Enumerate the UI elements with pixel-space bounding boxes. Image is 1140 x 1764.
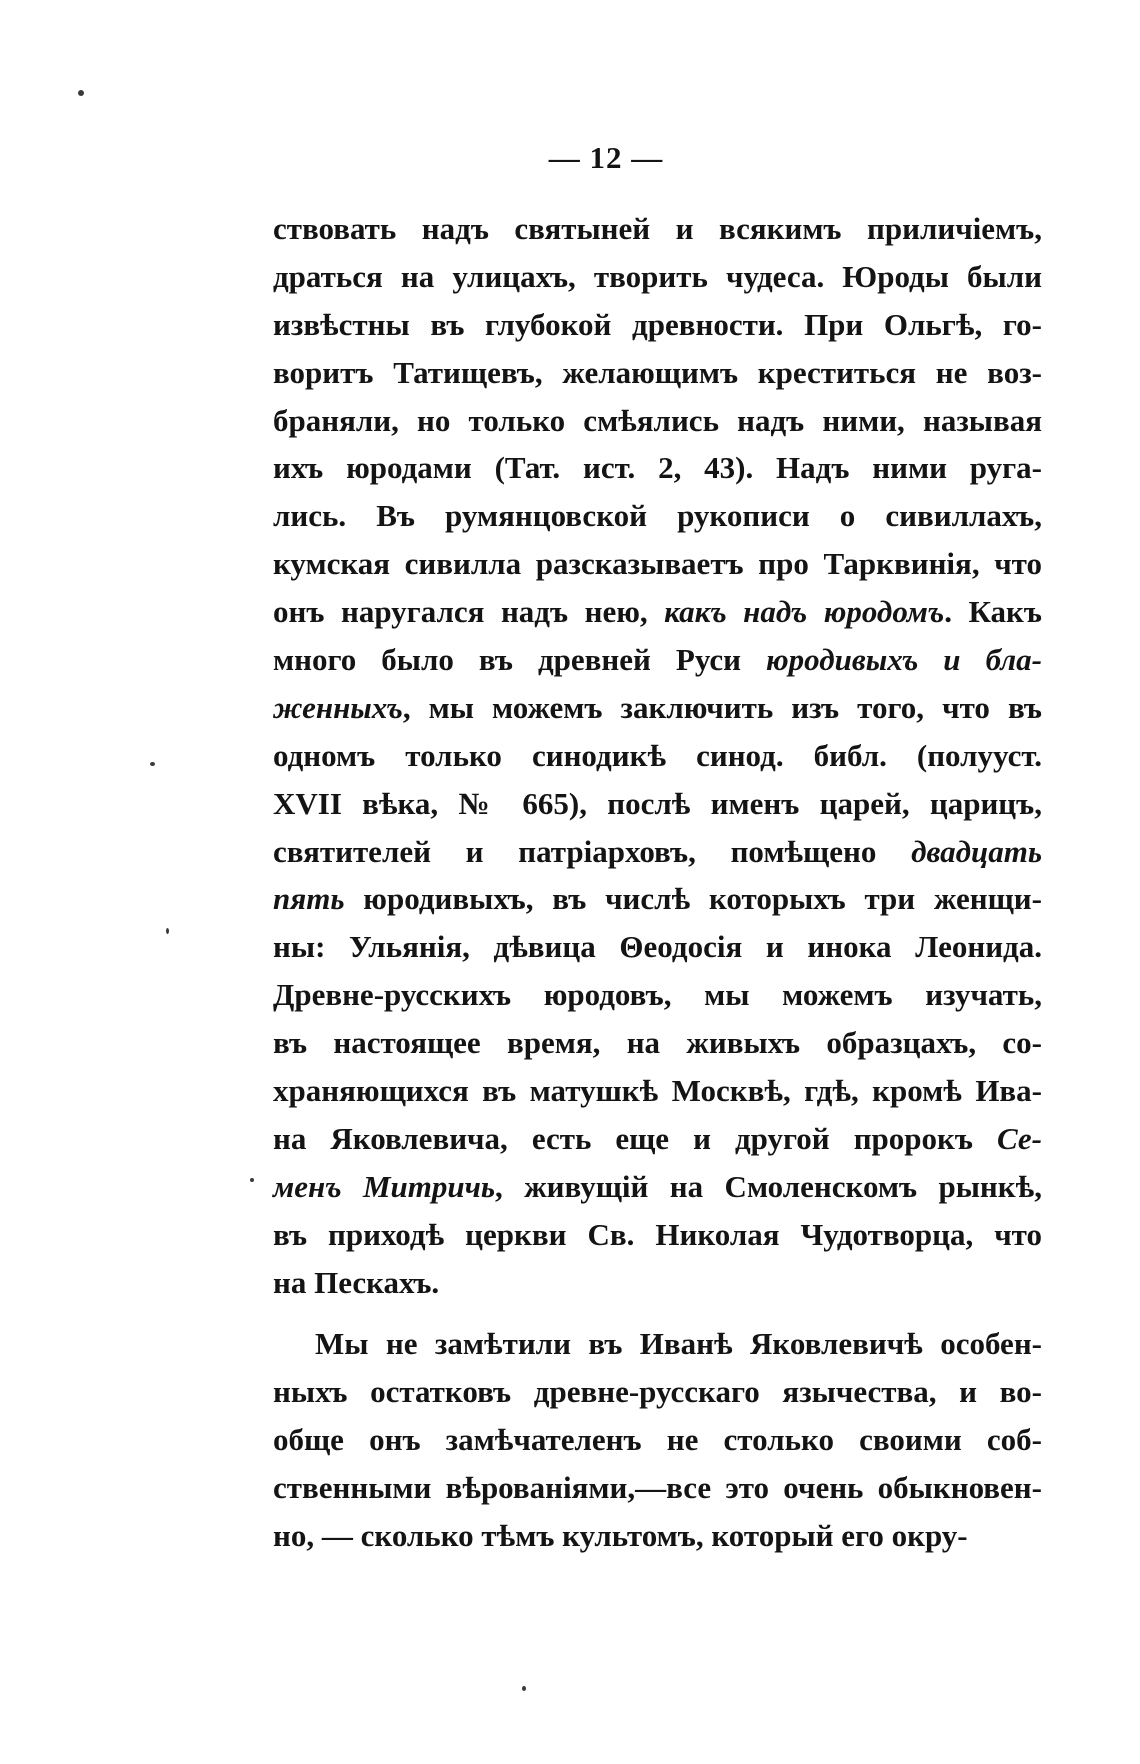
text-run: много было въ древней Руси bbox=[273, 642, 767, 678]
text-run: одномъ только синодикѣ синод. библ. (полууст. bbox=[273, 737, 1042, 773]
text-run: ны: Ульянія, дѣвица Θеодосія и инока Леонида. bbox=[273, 929, 1042, 965]
text-line bbox=[273, 253, 1042, 301]
text-run: ствовать надъ святыней и всякимъ приличіемъ, bbox=[273, 211, 1042, 246]
italic-text: пять bbox=[273, 881, 345, 917]
text-line bbox=[273, 349, 1042, 397]
text-run: въ приходѣ церкви Св. Николая Чудотворца, что bbox=[273, 1216, 1042, 1252]
text-run: драться на улицахъ, творить чудеса. Юроды были bbox=[273, 258, 1042, 294]
text-line bbox=[273, 1115, 1042, 1163]
scan-speck bbox=[150, 762, 155, 766]
text-line bbox=[273, 1464, 1042, 1512]
text-run: онъ наругался надъ нею, bbox=[273, 594, 665, 630]
text-line bbox=[273, 684, 1042, 732]
text-line bbox=[273, 732, 1042, 780]
text-run: кумская сивилла разсказываетъ про Тарквинія, что bbox=[273, 546, 1042, 582]
italic-text: какъ надъ юродомъ bbox=[664, 594, 945, 630]
text-run: на Яковлевича, есть еще и другой пророкъ bbox=[273, 1120, 998, 1156]
text-line bbox=[273, 636, 1042, 684]
text-line bbox=[273, 1067, 1042, 1115]
text-line bbox=[273, 875, 1042, 923]
text-run: лись. Въ румянцовской рукописи о сивиллахъ, bbox=[273, 498, 1042, 534]
scan-speck bbox=[522, 1686, 526, 1691]
text-line bbox=[273, 1259, 1042, 1307]
italic-text: двадцать bbox=[911, 833, 1042, 869]
text-line bbox=[273, 1320, 1042, 1368]
text-line bbox=[273, 971, 1042, 1019]
text-line bbox=[273, 540, 1042, 588]
italic-text: менъ Митричь bbox=[273, 1168, 496, 1204]
page-number-value: 12 bbox=[589, 140, 623, 175]
body-text bbox=[273, 205, 1042, 1560]
text-run: браняли, но только смѣялись надъ ними, называя bbox=[273, 402, 1042, 438]
italic-text: Се- bbox=[997, 1120, 1042, 1156]
italic-text: женныхъ bbox=[273, 689, 403, 725]
text-line bbox=[273, 444, 1042, 492]
text-run: Мы не замѣтили въ Иванѣ Яковлевичѣ особен- bbox=[315, 1326, 1042, 1362]
scan-speck bbox=[166, 928, 169, 934]
text-line bbox=[273, 1416, 1042, 1464]
scan-speck bbox=[78, 90, 84, 96]
italic-text: юродивыхъ и бла- bbox=[766, 642, 1042, 678]
text-run: , живущій на Смоленскомъ рынкѣ, bbox=[495, 1168, 1042, 1204]
text-line bbox=[273, 1163, 1042, 1211]
text-line bbox=[273, 1211, 1042, 1259]
text-run: воритъ Татищевъ, желающимъ креститься не воз- bbox=[273, 354, 1042, 390]
text-line bbox=[273, 1512, 1042, 1560]
text-line bbox=[273, 1368, 1042, 1416]
text-run: обще онъ замѣчателенъ не столько своими соб- bbox=[273, 1422, 1042, 1458]
text-run: храняющихся въ матушкѣ Москвѣ, гдѣ, кромѣ Ива- bbox=[273, 1073, 1042, 1109]
text-line bbox=[273, 780, 1042, 828]
text-run: , мы можемъ заключить изъ того, что въ bbox=[402, 689, 1042, 725]
text-line bbox=[273, 588, 1042, 636]
text-run: но, — сколько тѣмъ культомъ, который его окру- bbox=[273, 1518, 968, 1554]
page-number-suffix: — bbox=[631, 140, 664, 175]
text-line bbox=[273, 828, 1042, 876]
text-line bbox=[273, 1019, 1042, 1067]
text-run: ныхъ остатковъ древне-русскаго язычества, и во- bbox=[273, 1374, 1042, 1410]
text-line bbox=[273, 492, 1042, 540]
page-number-prefix: — bbox=[548, 140, 581, 175]
text-line bbox=[273, 397, 1042, 445]
text-run: . Какъ bbox=[944, 594, 1042, 630]
paragraph-gap bbox=[273, 1306, 1042, 1320]
text-run: ихъ юродами (Тат. ист. 2, 43). Надъ ними руга- bbox=[273, 450, 1042, 486]
scan-speck bbox=[250, 1178, 254, 1182]
text-run: на Пескахъ. bbox=[273, 1264, 440, 1300]
text-run: Древне-русскихъ юродовъ, мы можемъ изучать, bbox=[273, 977, 1042, 1013]
text-run: святителей и патріарховъ, помѣщено bbox=[273, 833, 912, 869]
text-line bbox=[273, 205, 1042, 253]
text-run: въ настоящее время, на живыхъ образцахъ, со- bbox=[273, 1025, 1042, 1061]
text-run: ственными вѣрованіями,—все это очень обыкновен- bbox=[273, 1470, 1042, 1506]
text-line bbox=[273, 923, 1042, 971]
text-run: извѣстны въ глубокой древности. При Ольгѣ, го- bbox=[273, 306, 1042, 342]
page-number bbox=[0, 138, 1140, 178]
text-run: XVII вѣка, № 665), послѣ именъ царей, царицъ, bbox=[273, 785, 1042, 821]
text-run: юродивыхъ, въ числѣ которыхъ три женщи- bbox=[344, 881, 1042, 917]
text-line bbox=[273, 301, 1042, 349]
